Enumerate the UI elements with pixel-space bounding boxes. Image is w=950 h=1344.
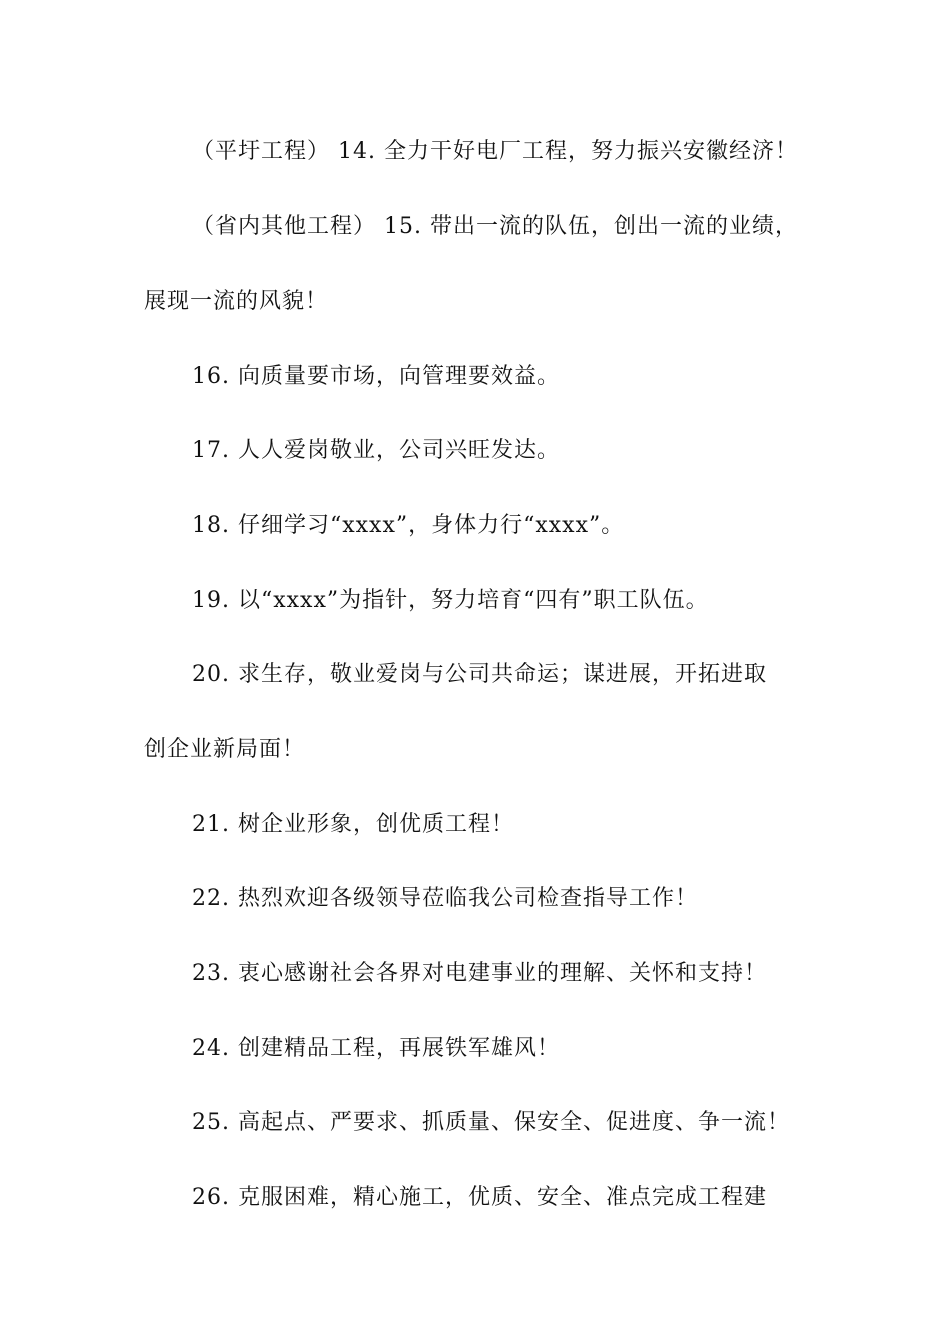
text-line: 25. 高起点、严要求、抓质量、保安全、促进度、争一流！	[192, 1110, 790, 1135]
text-line: （平圩工程） 14. 全力干好电厂工程，努力振兴安徽经济！	[192, 139, 798, 164]
text-line: 17. 人人爱岗敬业，公司兴旺发达。	[192, 438, 560, 463]
text-line: 19. 以“xxxx”为指针，努力培育“四有”职工队伍。	[192, 588, 709, 613]
text-line: 24. 创建精品工程，再展铁军雄风！	[192, 1036, 560, 1061]
text-line: 16. 向质量要市场，向管理要效益。	[192, 364, 560, 389]
text-line: （省内其他工程） 15. 带出一流的队伍，创出一流的业绩，	[192, 214, 798, 239]
text-line: 21. 树企业形象，创优质工程！	[192, 812, 514, 837]
text-line: 18. 仔细学习“xxxx”，身体力行“xxxx”。	[192, 513, 625, 538]
text-line: 26. 克服困难，精心施工，优质、安全、准点完成工程建	[192, 1185, 767, 1210]
text-line: 22. 热烈欢迎各级领导莅临我公司检查指导工作！	[192, 886, 698, 911]
text-line: 展现一流的风貌！	[144, 289, 329, 314]
text-line: 23. 衷心感谢社会各界对电建事业的理解、关怀和支持！	[192, 961, 767, 986]
text-line: 20. 求生存，敬业爱岗与公司共命运；谋进展，开拓进取	[192, 662, 767, 687]
text-line: 创企业新局面！	[144, 737, 306, 762]
